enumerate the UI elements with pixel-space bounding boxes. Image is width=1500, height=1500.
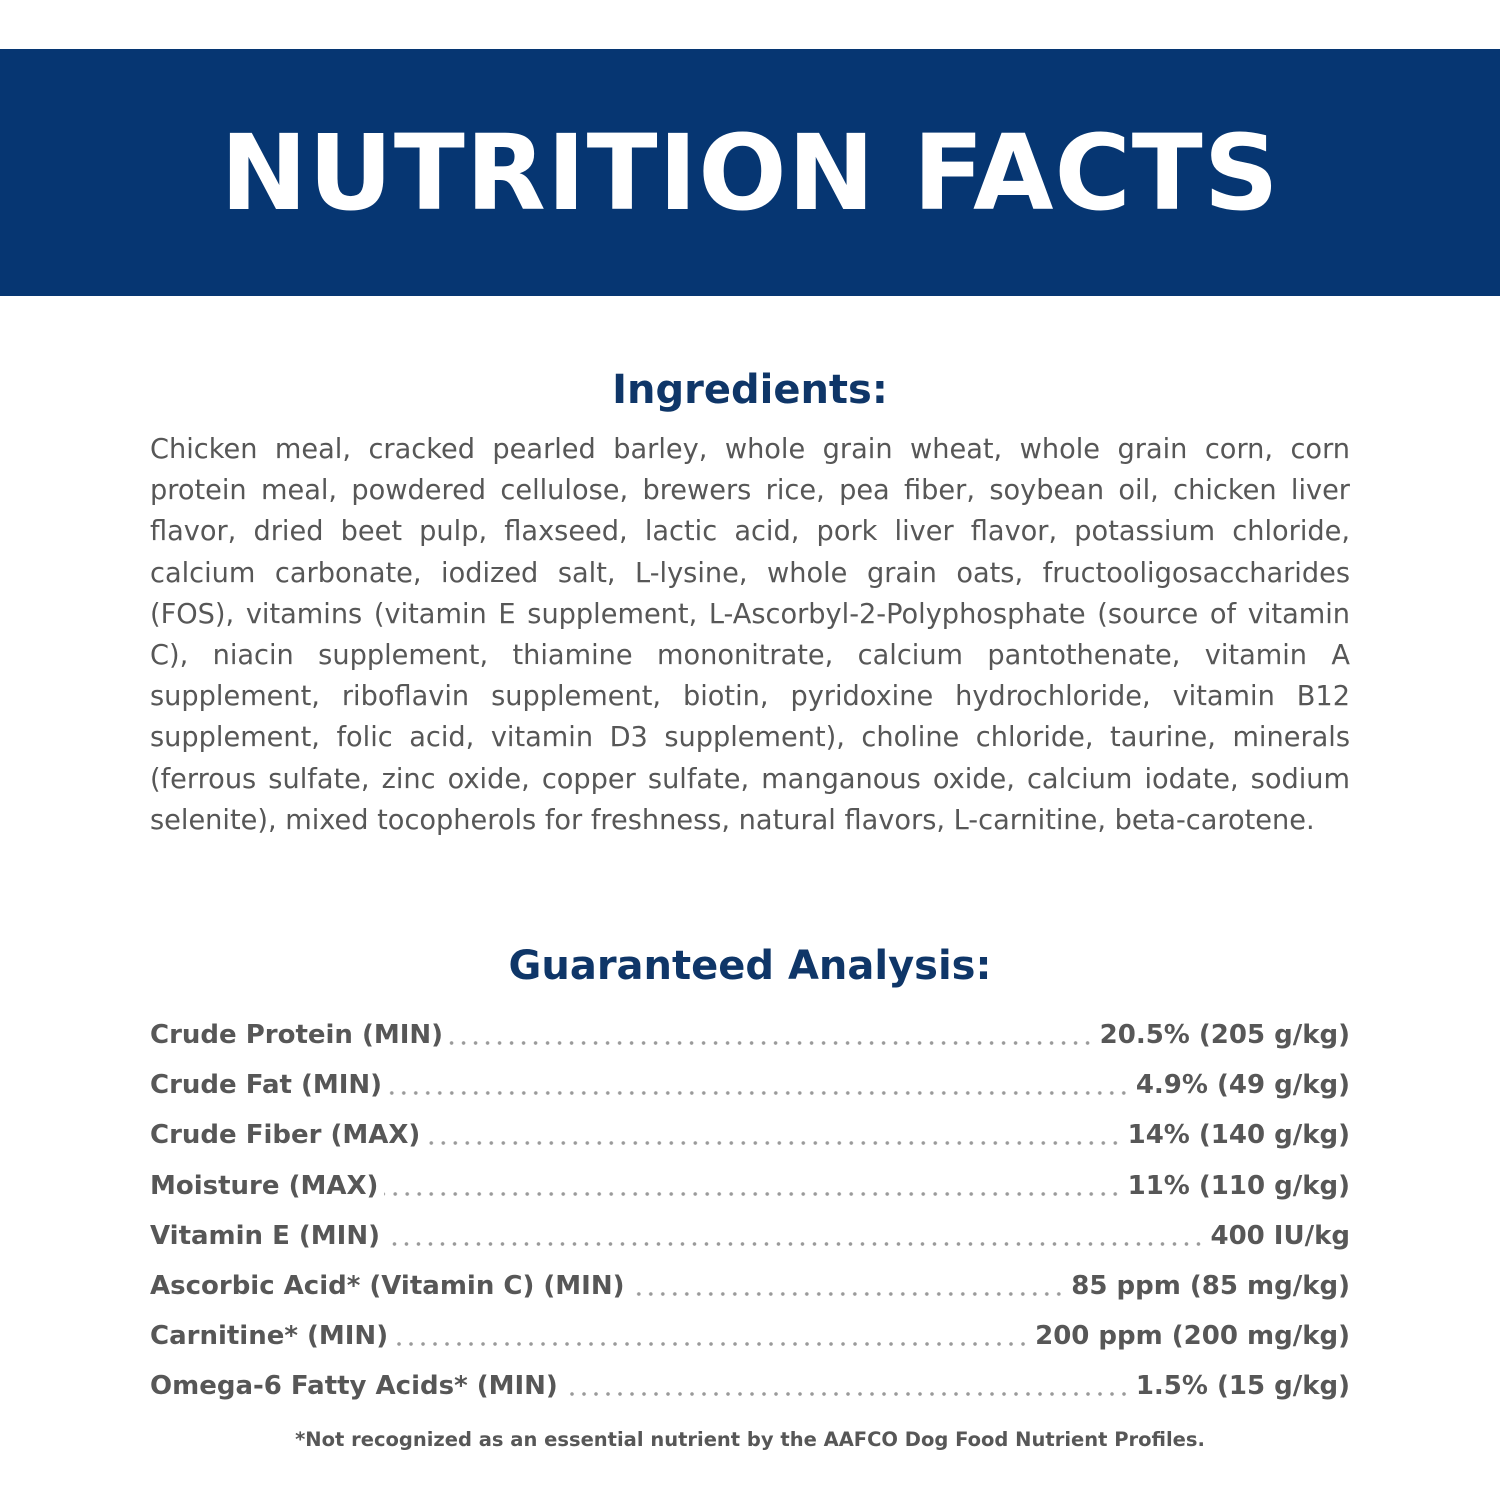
dot-leader	[564, 1391, 1130, 1397]
analysis-label: Moisture (MAX)	[150, 1170, 379, 1201]
guaranteed-analysis-heading: Guaranteed Analysis:	[508, 943, 992, 989]
analysis-row-carnitine	[150, 1311, 1350, 1361]
dot-leader	[388, 1090, 1130, 1096]
analysis-value: 20.5% (205 g/kg)	[1099, 1020, 1350, 1050]
ingredients-text: Chicken meal, cracked pearled barley, whole grain wheat, whole grain corn, corn protein meal, powdered cellulose, brewers rice, pea fiber, soybean oil, chicken liver flavor, dried beet pulp, flaxseed, lactic acid, pork liver flavor, potassium chloride, calcium carbonate, iodized salt, L-lysine, whole grain oats, fructooligosaccharides (FOS), vitamins (vitamin E supplement, L-Ascorbyl-2-Polyphosphate (source of vitamin C), niacin supplement, thiamine mononitrate, calcium pantothenate, vitamin A supplement, riboflavin supplement, biotin, pyridoxine hydrochloride, vitamin B12 supplement, folic acid, vitamin D3 supplement), choline chloride, taurine, minerals (ferrous sulfate, zinc oxide, copper sulfate, manganous oxide, calcium iodate, sodium selenite), mixed tocopherols for freshness, natural flavors, L-carnitine, beta-carotene.	[150, 434, 1350, 836]
analysis-row-crude-protein	[150, 1010, 1350, 1060]
analysis-label: Crude Fiber (MAX)	[150, 1120, 421, 1151]
footnote: *Not recognized as an essential nutrient by the AAFCO Dog Food Nutrient Profiles.	[295, 1428, 1205, 1451]
dot-leader	[394, 1341, 1029, 1347]
analysis-row-crude-fiber	[150, 1110, 1350, 1160]
guaranteed-analysis-list	[150, 1010, 1350, 1412]
analysis-value: 11% (110 g/kg)	[1127, 1170, 1350, 1201]
title-banner	[0, 49, 1500, 296]
analysis-label: Ascorbic Acid* (Vitamin C) (MIN)	[150, 1270, 625, 1301]
analysis-label: Carnitine* (MIN)	[150, 1321, 389, 1352]
analysis-row-ascorbic-acid	[150, 1261, 1350, 1311]
analysis-label: Vitamin E (MIN)	[150, 1220, 381, 1251]
analysis-row-moisture	[150, 1161, 1350, 1211]
analysis-label: Omega-6 Fatty Acids* (MIN)	[150, 1371, 558, 1402]
analysis-value: 4.9% (49 g/kg)	[1135, 1070, 1350, 1101]
dot-leader	[386, 1241, 1204, 1247]
analysis-row-vitamin-e	[150, 1211, 1350, 1261]
analysis-row-crude-fat	[150, 1060, 1350, 1110]
ingredients-heading: Ingredients:	[612, 367, 888, 413]
analysis-value: 14% (140 g/kg)	[1127, 1120, 1350, 1151]
dot-leader	[384, 1191, 1121, 1197]
dot-leader	[449, 1040, 1094, 1046]
analysis-value: 200 ppm (200 mg/kg)	[1035, 1321, 1350, 1352]
analysis-label: Crude Fat (MIN)	[150, 1070, 383, 1101]
analysis-value: 85 ppm (85 mg/kg)	[1071, 1270, 1350, 1301]
analysis-value: 400 IU/kg	[1210, 1220, 1350, 1251]
page-title: NUTRITION FACTS	[220, 111, 1280, 234]
dot-leader	[426, 1140, 1121, 1146]
analysis-label: Crude Protein (MIN)	[150, 1020, 444, 1050]
dot-leader	[630, 1291, 1065, 1297]
analysis-row-omega-6	[150, 1361, 1350, 1411]
analysis-value: 1.5% (15 g/kg)	[1135, 1371, 1350, 1402]
